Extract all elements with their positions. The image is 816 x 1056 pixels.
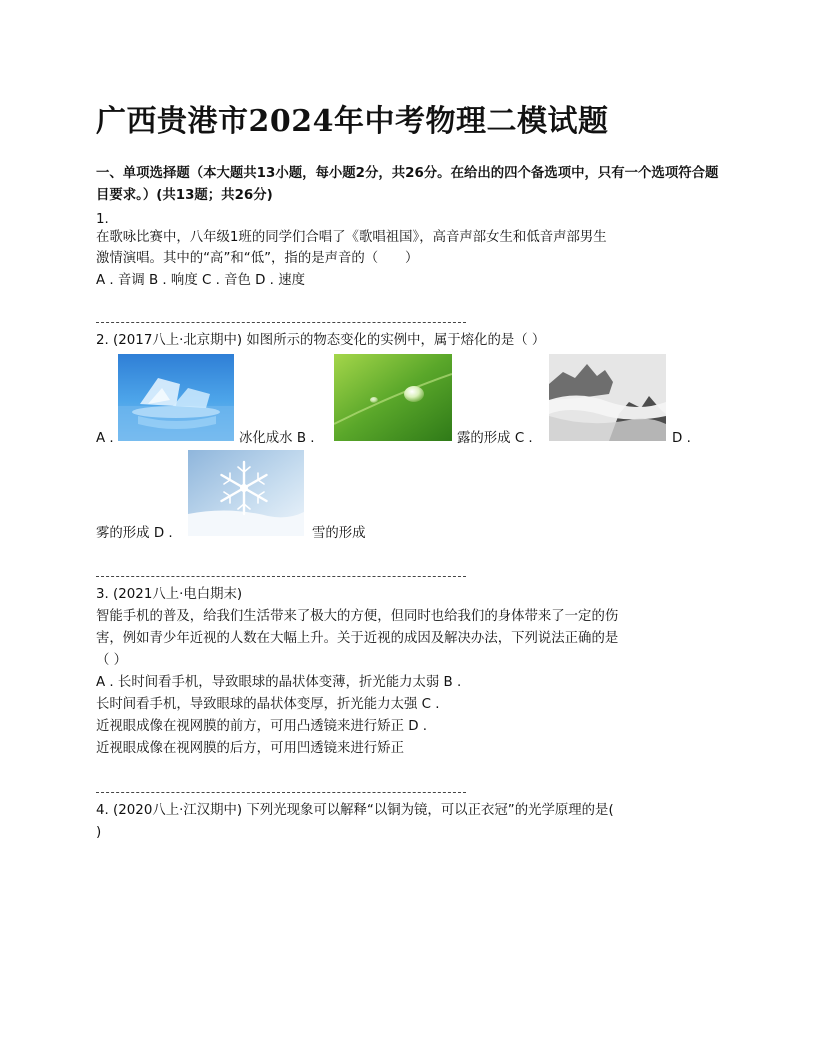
ice-melting-image bbox=[118, 354, 234, 441]
q2-fog-label: 雾的形成 D . bbox=[96, 526, 173, 541]
section-header: 一、单项选择题（本大题共13小题，每小题2分，共26分。在给出的四个备选项中，只有一个选项符合题目要求。）(共13题；共26分) bbox=[96, 166, 719, 203]
dew-drop-image bbox=[334, 354, 452, 441]
q3-stem-line2: 害，例如青少年近视的人数在大幅上升。关于近视的成因及解决办法，下列说法正确的是 bbox=[96, 631, 619, 646]
q3-stem-line3: （ ） bbox=[96, 653, 128, 668]
q2-option-a-label: A . bbox=[96, 431, 114, 446]
q2-option-c-text: D . bbox=[672, 431, 691, 446]
q2-option-b-text: 露的形成 C . bbox=[457, 431, 533, 446]
q3-option-line1: A . 长时间看手机，导致眼球的晶状体变薄，折光能力太弱 B . bbox=[96, 675, 462, 690]
q2-option-a-text: 冰化成水 B . bbox=[239, 431, 315, 446]
q1-stem-line2: 激情演唱。其中的“高”和“低”，指的是声音的（ ） bbox=[96, 251, 419, 266]
q1-options: A . 音调 B . 响度 C . 音色 D . 速度 bbox=[96, 273, 305, 288]
q3-option-line2: 长时间看手机，导致眼球的晶状体变厚，折光能力太强 C . bbox=[96, 697, 440, 712]
q3-stem-line1: 智能手机的普及，给我们生活带来了极大的方便，但同时也给我们的身体带来了一定的伤 bbox=[96, 609, 619, 624]
separator bbox=[96, 576, 466, 577]
fog-mountain-image bbox=[549, 354, 666, 441]
q1-number: 1. bbox=[96, 212, 109, 227]
q3-option-line3: 近视眼成像在视网膜的前方，可用凸透镜来进行矫正 D . bbox=[96, 719, 428, 734]
q4-stem-line2: ) bbox=[96, 825, 102, 840]
q3-option-line4: 近视眼成像在视网膜的后方，可用凹透镜来进行矫正 bbox=[96, 741, 404, 756]
q1-stem-line1: 在歌咏比赛中，八年级1班的同学们合唱了《歌唱祖国》，高音声部女生和低音声部男生 bbox=[96, 230, 607, 245]
q3-header: 3. (2021八上·电白期末) bbox=[96, 587, 243, 602]
page-title: 广西贵港市2024年中考物理二模试题 bbox=[96, 104, 609, 139]
snowflake-image bbox=[188, 450, 304, 536]
q2-option-d-text: 雪的形成 bbox=[312, 526, 366, 541]
separator bbox=[96, 792, 466, 793]
q4-stem-line1: 4. (2020八上·江汉期中) 下列光现象可以解释“以铜为镜，可以正衣冠”的光学原理的是( bbox=[96, 803, 614, 818]
separator bbox=[96, 322, 466, 323]
q2-stem: 2. (2017八上·北京期中) 如图所示的物态变化的实例中，属于熔化的是（ ） bbox=[96, 333, 546, 348]
